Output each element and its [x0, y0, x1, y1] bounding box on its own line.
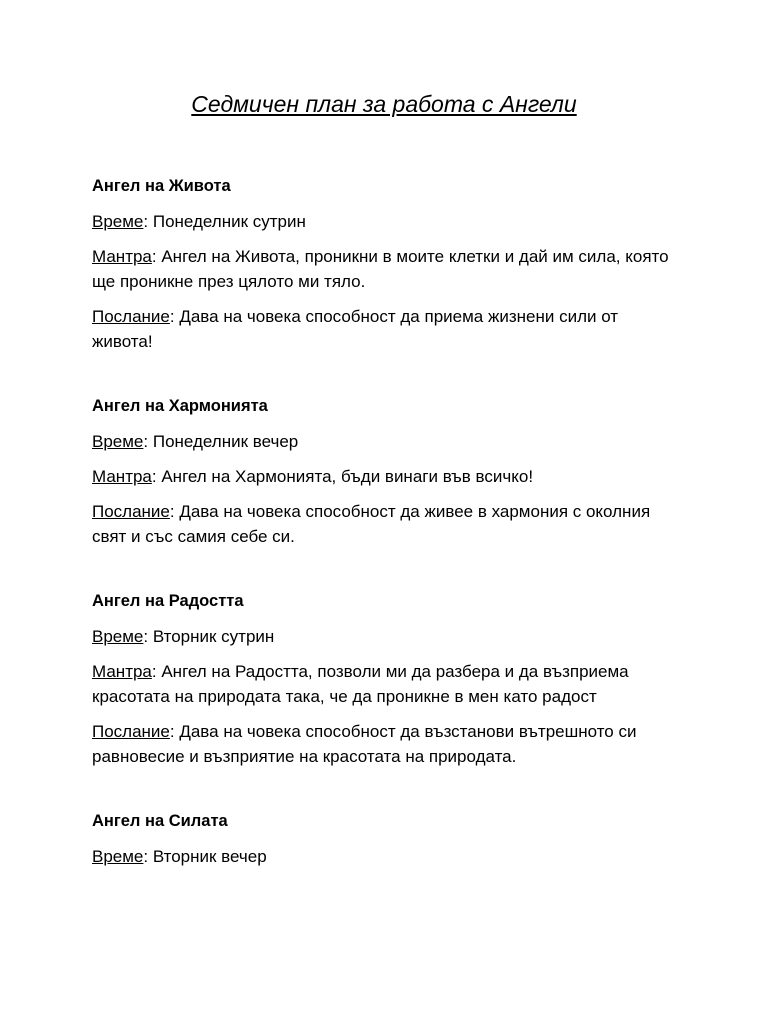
- mantra-text: Ангел на Хармонията, бъди винаги във всичко!: [161, 467, 534, 486]
- time-label: Време: [92, 212, 144, 231]
- message-paragraph: [92, 719, 676, 769]
- separator: :: [151, 467, 162, 486]
- time-value: Вторник сутрин: [152, 627, 275, 646]
- message-label: Послание: [92, 502, 170, 521]
- message-paragraph: [92, 499, 676, 549]
- mantra-label: Мантра: [92, 247, 152, 266]
- time-paragraph: [92, 844, 676, 869]
- time-paragraph: [92, 209, 676, 234]
- message-label: Послание: [92, 307, 170, 326]
- separator: :: [169, 722, 180, 741]
- mantra-paragraph: [92, 659, 676, 709]
- time-label: Време: [92, 627, 144, 646]
- message-label: Послание: [92, 722, 170, 741]
- separator: :: [151, 662, 162, 681]
- mantra-paragraph: [92, 464, 676, 489]
- separator: :: [143, 432, 153, 451]
- separator: :: [151, 247, 162, 266]
- page-title: Седмичен план за работа с Ангели: [191, 91, 577, 117]
- time-value: Понеделник сутрин: [152, 212, 306, 231]
- separator: :: [169, 502, 180, 521]
- separator: :: [143, 212, 153, 231]
- mantra-text: Ангел на Живота, проникни в моите клетки и дай им сила, която ще проникне през цялото ми тяло.: [92, 247, 669, 291]
- time-label: Време: [92, 847, 144, 866]
- section-heading: Ангел на Радостта: [92, 592, 244, 610]
- angel-section-life: [92, 174, 676, 354]
- section-heading: Ангел на Живота: [92, 177, 231, 195]
- section-heading: Ангел на Хармонията: [92, 397, 268, 415]
- message-text: Дава на човека способност да живее в хармония с околния свят и със самия себе си.: [92, 502, 651, 546]
- time-paragraph: [92, 624, 676, 649]
- time-value: Понеделник вечер: [152, 432, 299, 451]
- mantra-paragraph: [92, 244, 676, 294]
- separator: :: [169, 307, 180, 326]
- message-text: Дава на човека способност да възстанови вътрешното си равновесие и възприятие на красотата на природата.: [92, 722, 637, 766]
- mantra-label: Мантра: [92, 467, 152, 486]
- separator: :: [143, 627, 153, 646]
- message-text: Дава на човека способност да приема жизнени сили от живота!: [92, 307, 619, 351]
- message-paragraph: [92, 304, 676, 354]
- angel-section-joy: [92, 589, 676, 769]
- mantra-label: Мантра: [92, 662, 152, 681]
- mantra-text: Ангел на Радостта, позволи ми да разбера и да възприема красотата на природата така, че да проникне в мен като радост: [92, 662, 629, 706]
- separator: :: [143, 847, 153, 866]
- section-heading: Ангел на Силата: [92, 812, 228, 830]
- time-label: Време: [92, 432, 144, 451]
- angel-section-strength: [92, 809, 676, 869]
- time-value: Вторник вечер: [152, 847, 267, 866]
- angel-section-harmony: [92, 394, 676, 549]
- time-paragraph: [92, 429, 676, 454]
